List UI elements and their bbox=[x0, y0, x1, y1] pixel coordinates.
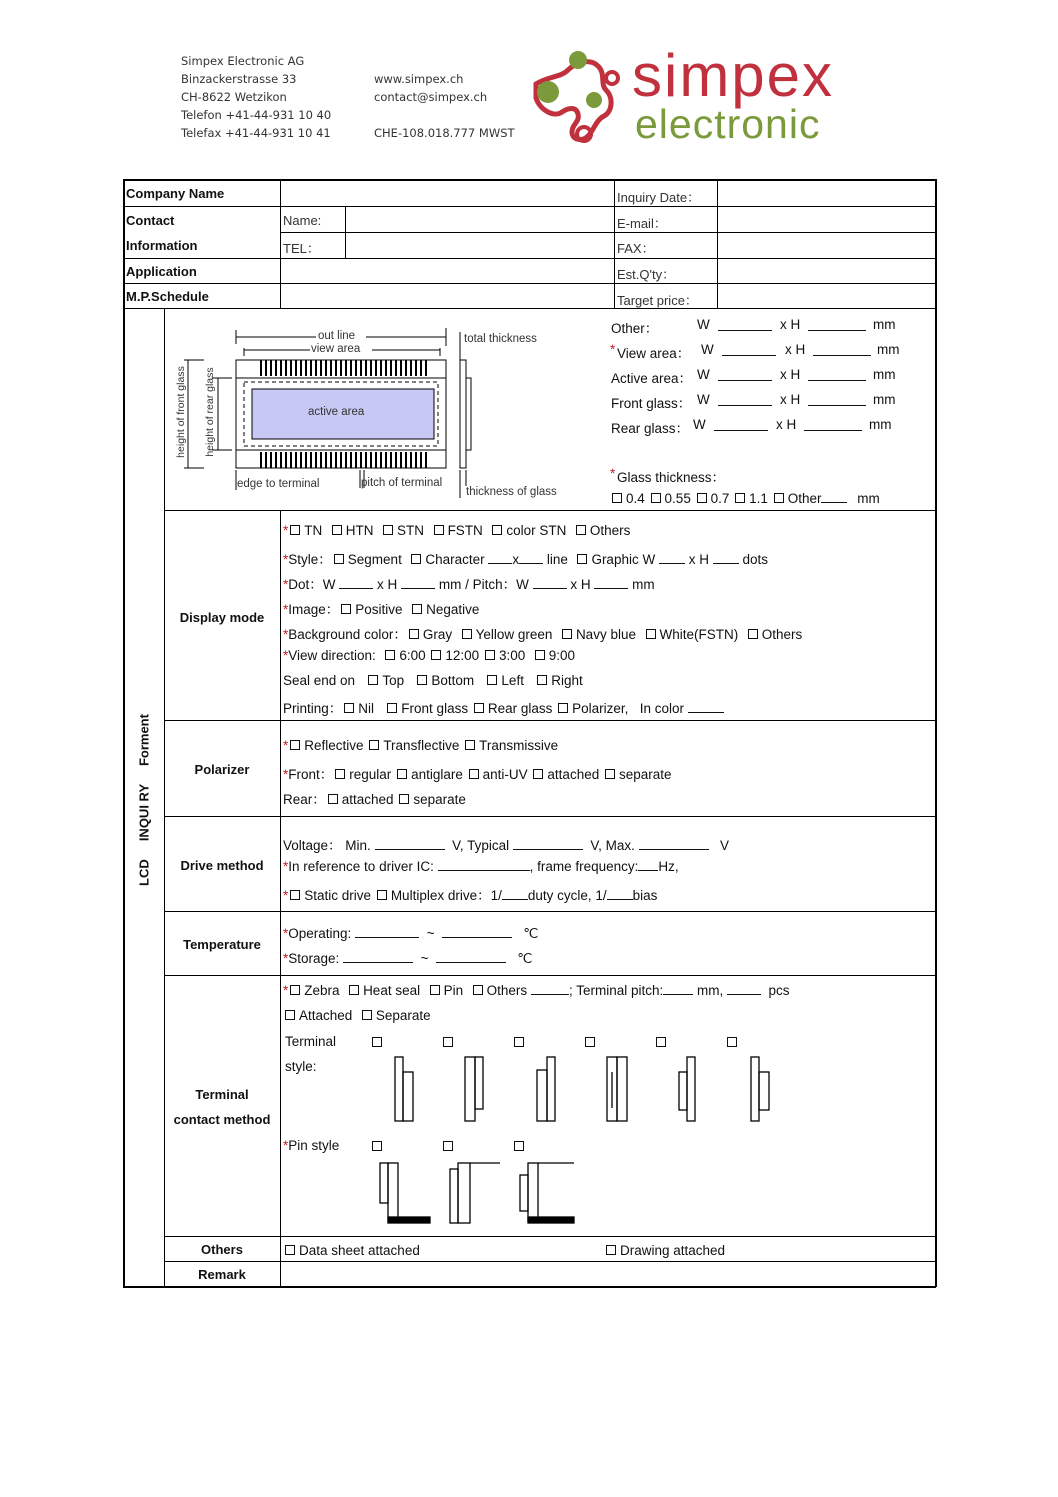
front-mm-label: mm bbox=[873, 392, 896, 407]
character-checkbox[interactable] bbox=[411, 554, 421, 564]
other-h-label: x H bbox=[780, 317, 801, 332]
edge-to-terminal-label: edge to terminal bbox=[237, 478, 320, 490]
thickness-other-field[interactable] bbox=[821, 492, 847, 503]
voltage-typical-field[interactable] bbox=[513, 839, 583, 850]
view-600-label: 6:00 bbox=[399, 648, 426, 663]
frame-frequency-field[interactable] bbox=[638, 860, 658, 871]
storage-unit: ℃ bbox=[517, 951, 533, 966]
thickness-11-checkbox[interactable] bbox=[735, 493, 745, 503]
pitch-of-terminal-label: pitch of terminal bbox=[361, 477, 443, 489]
data-sheet-checkbox[interactable] bbox=[285, 1245, 295, 1255]
thickness-055-checkbox[interactable] bbox=[651, 493, 661, 503]
pin-style-illustrations bbox=[370, 1155, 580, 1227]
view-600-checkbox[interactable] bbox=[385, 650, 395, 660]
terminal-others-label: Others bbox=[486, 983, 528, 998]
front-w-field[interactable] bbox=[718, 395, 772, 406]
terminal-style-2-checkbox[interactable] bbox=[443, 1037, 453, 1047]
operating-label: Operating: bbox=[288, 926, 352, 941]
terminal-type-row: * Zebra Heat seal Pin Others ; Terminal pitch: mm, pcs bbox=[283, 983, 790, 998]
company-contact bbox=[374, 70, 515, 142]
segment-checkbox[interactable] bbox=[334, 554, 344, 564]
logo-wordmark-top: simpex bbox=[632, 42, 835, 109]
navy-blue-label: Navy blue bbox=[575, 627, 636, 642]
positive-label: Positive bbox=[355, 602, 403, 617]
voltage-max-label: V, Max. bbox=[590, 838, 635, 853]
fstn-label: FSTN bbox=[447, 523, 483, 538]
fax-field[interactable] bbox=[719, 233, 933, 257]
image-label: Image： bbox=[288, 602, 340, 617]
graphic-w-field[interactable] bbox=[659, 553, 685, 564]
terminal-style-label: Terminal bbox=[285, 1034, 337, 1049]
thickness-mm-label: mm bbox=[857, 491, 880, 506]
application-field[interactable] bbox=[282, 259, 612, 282]
rear-w-field[interactable] bbox=[714, 420, 768, 431]
mp-schedule-field[interactable] bbox=[282, 284, 612, 307]
pin-style-2-checkbox[interactable] bbox=[443, 1141, 453, 1151]
white-fstn-checkbox[interactable] bbox=[646, 629, 656, 639]
voltage-typical-label: V, Typical bbox=[452, 838, 510, 853]
target-price-field[interactable] bbox=[719, 284, 933, 307]
terminal-style-5-checkbox[interactable] bbox=[656, 1037, 666, 1047]
storage-tilde: ~ bbox=[420, 951, 429, 966]
transflective-checkbox[interactable] bbox=[369, 740, 379, 750]
view-1200-checkbox[interactable] bbox=[431, 650, 441, 660]
thickness-other-checkbox[interactable] bbox=[774, 493, 784, 503]
email-label: E-mail： bbox=[617, 216, 667, 231]
terminal-style-3-checkbox[interactable] bbox=[514, 1037, 524, 1047]
graphic-h-label: x H bbox=[688, 552, 709, 567]
terminal-pitch-mm-label: mm, bbox=[697, 983, 724, 998]
bg-others-checkbox[interactable] bbox=[748, 629, 758, 639]
company-fax: Telefax +41-44-931 10 41 bbox=[181, 126, 331, 140]
driver-ic-label: In reference to driver IC: bbox=[288, 859, 434, 874]
tel-field[interactable] bbox=[347, 233, 612, 257]
other-mm-label: mm bbox=[873, 317, 896, 332]
others-label: Others bbox=[201, 1242, 243, 1257]
driver-ic-row: *In reference to driver IC: , frame frequency: Hz, bbox=[283, 859, 679, 874]
transflective-label: Transflective bbox=[383, 738, 460, 753]
front-polarizer-label: Front： bbox=[288, 767, 334, 782]
tn-checkbox[interactable] bbox=[290, 525, 300, 535]
total-thickness-label: total thickness bbox=[464, 333, 537, 345]
fax-label: FAX： bbox=[617, 241, 655, 256]
frame-frequency-label: , frame frequency: bbox=[529, 859, 639, 874]
seal-left-checkbox[interactable] bbox=[487, 675, 497, 685]
other-w-label: W bbox=[697, 317, 710, 332]
background-row: *Background color： Gray Yellow green Navy blue White(FSTN) Others bbox=[283, 627, 803, 642]
other-h-field[interactable] bbox=[808, 320, 866, 331]
active-area-dim-label: Active area： bbox=[611, 371, 693, 386]
background-label: Background color： bbox=[288, 627, 407, 642]
display-mode-label: Display mode bbox=[179, 610, 265, 625]
drawing-checkbox[interactable] bbox=[606, 1245, 616, 1255]
seal-left-label: Left bbox=[501, 673, 524, 688]
pin-style-label-wrap: *Pin style bbox=[283, 1138, 340, 1153]
pitch-h-field[interactable] bbox=[594, 578, 628, 589]
operating-row: *Operating: ~ ℃ bbox=[283, 926, 539, 941]
print-front-glass-checkbox[interactable] bbox=[387, 703, 397, 713]
operating-tilde: ~ bbox=[426, 926, 435, 941]
terminal-pitch-label: ; Terminal pitch: bbox=[568, 983, 664, 998]
yellow-green-checkbox[interactable] bbox=[462, 629, 472, 639]
terminal-separate-label: Separate bbox=[375, 1008, 431, 1023]
polarizer-label: Polarizer bbox=[194, 762, 250, 777]
seal-end-row bbox=[283, 673, 583, 688]
view-300-label: 3:00 bbox=[498, 648, 526, 663]
terminal-attached-label: Attached bbox=[299, 1008, 353, 1023]
pin-style-label: Pin style bbox=[288, 1138, 340, 1153]
seal-bottom-checkbox[interactable] bbox=[417, 675, 427, 685]
data-sheet-option bbox=[283, 1243, 420, 1258]
target-price-label: Target price： bbox=[617, 293, 698, 308]
graphic-h-field[interactable] bbox=[713, 553, 739, 564]
print-front-glass-label: Front glass bbox=[401, 701, 469, 716]
storage-label: Storage: bbox=[288, 951, 340, 966]
contact-label: Contact bbox=[126, 213, 175, 228]
seal-right-checkbox[interactable] bbox=[537, 675, 547, 685]
glass-thickness-label: Glass thickness： bbox=[617, 470, 726, 485]
tel-label: TEL： bbox=[283, 241, 320, 256]
inquiry-date-label: Inquiry Date： bbox=[617, 190, 701, 205]
front-attached-checkbox[interactable] bbox=[533, 769, 543, 779]
print-nil-label: Nil bbox=[358, 701, 375, 716]
negative-checkbox[interactable] bbox=[412, 604, 422, 614]
bg-others-label: Others bbox=[761, 627, 803, 642]
transmissive-label: Transmissive bbox=[479, 738, 559, 753]
printing-label: Printing： bbox=[283, 701, 343, 716]
rear-attached-label: attached bbox=[341, 792, 394, 807]
operating-unit: ℃ bbox=[523, 926, 539, 941]
logo-wordmark-bottom: electronic bbox=[635, 101, 821, 147]
positive-checkbox[interactable] bbox=[341, 604, 351, 614]
pin-checkbox[interactable] bbox=[430, 985, 440, 995]
anti-uv-label: anti-UV bbox=[482, 767, 528, 782]
view-direction-label: View direction: bbox=[288, 648, 376, 663]
rear-polarizer-label: Rear： bbox=[283, 792, 326, 807]
temperature-label: Temperature bbox=[183, 937, 261, 952]
print-polarizer-label: Polarizer, bbox=[572, 701, 629, 716]
pitch-h-label: x H bbox=[570, 577, 591, 592]
reflective-label: Reflective bbox=[304, 738, 364, 753]
storage-max-field[interactable] bbox=[436, 952, 506, 963]
terminal-others-field[interactable] bbox=[531, 984, 569, 995]
polarizer-rear-row bbox=[283, 788, 466, 808]
style-label: Style： bbox=[288, 552, 332, 567]
multiplex-drive-label: Multiplex drive：1/ bbox=[390, 888, 502, 903]
front-attached-label: attached bbox=[547, 767, 600, 782]
view-1200-label: 12:00 bbox=[445, 648, 480, 663]
printing-row bbox=[283, 697, 724, 717]
active-w-label: W bbox=[697, 367, 710, 382]
graphic-w-label: Graphic W bbox=[591, 552, 656, 567]
viewarea-label: view area bbox=[311, 343, 361, 355]
other-dim-label: Other： bbox=[611, 321, 659, 336]
stn-label: STN bbox=[397, 523, 425, 538]
drive-type-row: * Static drive Multiplex drive：1/ duty cycle, 1/ bias bbox=[283, 888, 658, 903]
active-mm-label: mm bbox=[873, 367, 896, 382]
rear-h-field[interactable] bbox=[804, 420, 862, 431]
tn-label: TN bbox=[304, 523, 323, 538]
zebra-checkbox[interactable] bbox=[290, 985, 300, 995]
est-qty-label: Est.Q'ty： bbox=[617, 267, 676, 282]
height-rear-glass-label: height of rear glass bbox=[204, 367, 216, 457]
rear-glass-dim-label: Rear glass： bbox=[611, 421, 690, 436]
pin-label: Pin bbox=[443, 983, 464, 998]
terminal-style-label-2: style: bbox=[285, 1059, 317, 1074]
polarizer-front-row: *Front： regular antiglare anti-UV attached separate bbox=[283, 767, 672, 782]
duty-cycle-label: duty cycle, 1/ bbox=[527, 888, 607, 903]
contact-name-field[interactable] bbox=[347, 207, 612, 231]
antiglare-label: antiglare bbox=[411, 767, 463, 782]
bias-field[interactable] bbox=[607, 889, 633, 900]
pin-style-3-checkbox[interactable] bbox=[514, 1141, 524, 1151]
terminal-style-6-checkbox[interactable] bbox=[727, 1037, 737, 1047]
seal-top-checkbox[interactable] bbox=[368, 675, 378, 685]
terminal-style-illustrations bbox=[385, 1052, 785, 1124]
image-row: *Image： Positive Negative bbox=[283, 602, 480, 617]
storage-row: *Storage: ~ ℃ bbox=[283, 951, 533, 966]
display-others-checkbox[interactable] bbox=[576, 525, 586, 535]
dot-w-label: Dot：W bbox=[288, 577, 336, 592]
character-x-label: x bbox=[512, 552, 520, 567]
terminal-pitch-field[interactable] bbox=[663, 984, 693, 995]
view-w-field[interactable] bbox=[722, 345, 776, 356]
glass-thickness-required-mark: * bbox=[610, 466, 616, 481]
gray-label: Gray bbox=[422, 627, 453, 642]
fstn-checkbox[interactable] bbox=[434, 525, 444, 535]
thickness-07-label: 0.7 bbox=[710, 491, 730, 506]
information-label: Information bbox=[126, 238, 198, 253]
est-qty-field[interactable] bbox=[719, 259, 933, 282]
thickness-04-label: 0.4 bbox=[626, 491, 645, 506]
white-fstn-label: White(FSTN) bbox=[659, 627, 739, 642]
htn-label: HTN bbox=[345, 523, 374, 538]
bias-label: bias bbox=[632, 888, 658, 903]
view-direction-row: *View direction: 6:00 12:00 3:00 9:00 bbox=[283, 648, 576, 663]
drawing-label: Drawing attached bbox=[620, 1243, 726, 1258]
terminal-attached-checkbox[interactable] bbox=[285, 1010, 295, 1020]
company-city: CH-8622 Wetzikon bbox=[181, 90, 287, 104]
view-area-dim-label: View area： bbox=[617, 346, 691, 361]
glass-thickness-options bbox=[610, 491, 880, 506]
front-h-field[interactable] bbox=[808, 395, 866, 406]
terminal-others-checkbox[interactable] bbox=[473, 985, 483, 995]
regular-checkbox[interactable] bbox=[335, 769, 345, 779]
company-vat: CHE-108.018.777 MWST bbox=[374, 126, 515, 140]
view-area-required-mark: * bbox=[610, 342, 616, 357]
view-300-checkbox[interactable] bbox=[485, 650, 495, 660]
application-label: Application bbox=[126, 264, 197, 279]
view-900-label: 9:00 bbox=[548, 648, 576, 663]
color-stn-label: color STN bbox=[506, 523, 567, 538]
display-type-row: * TN HTN STN FSTN color STN Others bbox=[283, 523, 631, 538]
active-h-field[interactable] bbox=[808, 370, 866, 381]
pin-style-1-checkbox[interactable] bbox=[372, 1141, 382, 1151]
terminal-attach-row bbox=[283, 1008, 431, 1023]
navy-blue-checkbox[interactable] bbox=[562, 629, 572, 639]
style-row: *Style： Segment Character x line Graphic W x H dots bbox=[283, 552, 769, 567]
terminal-pcs-field[interactable] bbox=[727, 984, 761, 995]
segment-label: Segment bbox=[347, 552, 402, 567]
thickness-11-label: 1.1 bbox=[749, 491, 768, 506]
height-front-glass-label: height of front glass bbox=[175, 366, 187, 458]
pitch-w-field[interactable] bbox=[533, 578, 567, 589]
static-drive-label: Static drive bbox=[304, 888, 372, 903]
active-h-label: x H bbox=[780, 367, 801, 382]
voltage-unit-label: V bbox=[719, 838, 729, 853]
color-stn-checkbox[interactable] bbox=[492, 525, 502, 535]
dots-label: dots bbox=[742, 552, 769, 567]
character-label: Character bbox=[425, 552, 485, 567]
transmissive-checkbox[interactable] bbox=[465, 740, 475, 750]
rear-attached-checkbox[interactable] bbox=[328, 794, 338, 804]
active-w-field[interactable] bbox=[718, 370, 772, 381]
anti-uv-checkbox[interactable] bbox=[469, 769, 479, 779]
rear-w-label: W bbox=[693, 417, 706, 432]
in-color-field[interactable] bbox=[688, 702, 724, 713]
other-w-field[interactable] bbox=[718, 320, 772, 331]
line-label: line bbox=[546, 552, 568, 567]
data-sheet-label: Data sheet attached bbox=[299, 1243, 420, 1258]
company-street: Binzackerstrasse 33 bbox=[181, 72, 297, 86]
dot-h-field[interactable] bbox=[401, 578, 435, 589]
lcd-inquiry-side-label: LCD INQUI RY Forment bbox=[136, 714, 152, 886]
stn-checkbox[interactable] bbox=[383, 525, 393, 535]
company-phone: Telefon +41-44-931 10 40 bbox=[181, 108, 332, 122]
antiglare-checkbox[interactable] bbox=[397, 769, 407, 779]
character-lines-field[interactable] bbox=[519, 553, 543, 564]
seal-right-label: Right bbox=[551, 673, 583, 688]
view-w-label: W bbox=[701, 342, 714, 357]
thickness-055-label: 0.55 bbox=[664, 491, 691, 506]
negative-label: Negative bbox=[426, 602, 480, 617]
heat-seal-label: Heat seal bbox=[363, 983, 421, 998]
htn-checkbox[interactable] bbox=[332, 525, 342, 535]
graphic-checkbox[interactable] bbox=[577, 554, 587, 564]
character-cols-field[interactable] bbox=[488, 553, 512, 564]
driver-ic-field[interactable] bbox=[438, 860, 530, 871]
drawing-option bbox=[604, 1243, 725, 1258]
view-mm-label: mm bbox=[877, 342, 900, 357]
inquiry-date-field[interactable] bbox=[719, 181, 933, 205]
email-field[interactable] bbox=[719, 207, 933, 231]
print-rear-glass-checkbox[interactable] bbox=[474, 703, 484, 713]
seal-top-label: Top bbox=[382, 673, 405, 688]
dot-w-field[interactable] bbox=[339, 578, 373, 589]
front-glass-dim-label: Front glass： bbox=[611, 396, 692, 411]
company-email: contact@simpex.ch bbox=[374, 90, 488, 104]
print-nil-checkbox[interactable] bbox=[344, 703, 354, 713]
print-polarizer-checkbox[interactable] bbox=[558, 703, 568, 713]
voltage-min-label: Voltage： Min. bbox=[283, 838, 371, 853]
seal-end-label: Seal end on bbox=[283, 673, 356, 688]
pitch-mm-label: mm bbox=[632, 577, 655, 592]
company-name-label: Company Name bbox=[126, 186, 225, 201]
rear-mm-label: mm bbox=[869, 417, 892, 432]
storage-min-field[interactable] bbox=[343, 952, 413, 963]
voltage-min-field[interactable] bbox=[375, 839, 445, 850]
remark-label: Remark bbox=[198, 1267, 246, 1282]
rear-h-label: x H bbox=[776, 417, 797, 432]
thickness-04-checkbox[interactable] bbox=[612, 493, 622, 503]
terminal-label: Terminal bbox=[195, 1087, 249, 1102]
hz-label: Hz, bbox=[658, 859, 679, 874]
duty-field[interactable] bbox=[502, 889, 528, 900]
name-label: Name: bbox=[283, 213, 322, 228]
print-rear-glass-label: Rear glass bbox=[487, 701, 553, 716]
company-name-field[interactable] bbox=[282, 181, 612, 205]
simpex-logo-icon bbox=[528, 48, 626, 146]
dot-row: *Dot：W x H mm / Pitch：W x H mm bbox=[283, 577, 655, 592]
yellow-green-label: Yellow green bbox=[475, 627, 553, 642]
terminal-pcs-label: pcs bbox=[768, 983, 790, 998]
polarizer-mode-row: * Reflective Transflective Transmissive bbox=[283, 738, 559, 753]
regular-label: regular bbox=[349, 767, 392, 782]
pitch-w-label: mm / Pitch：W bbox=[438, 577, 529, 592]
voltage-max-field[interactable] bbox=[639, 839, 709, 850]
company-web: www.simpex.ch bbox=[374, 72, 464, 86]
zebra-label: Zebra bbox=[304, 983, 340, 998]
thickness-07-checkbox[interactable] bbox=[697, 493, 707, 503]
front-separate-checkbox[interactable] bbox=[605, 769, 615, 779]
drive-method-label: Drive method bbox=[180, 858, 264, 873]
thickness-other-label: Other bbox=[787, 491, 822, 506]
dot-h-label: x H bbox=[377, 577, 398, 592]
display-others-label: Others bbox=[589, 523, 631, 538]
front-separate-label: separate bbox=[618, 767, 672, 782]
company-address bbox=[181, 52, 331, 142]
thickness-of-glass-label: thickness of glass bbox=[466, 486, 557, 498]
static-drive-checkbox[interactable] bbox=[290, 890, 300, 900]
operating-min-field[interactable] bbox=[355, 927, 419, 938]
company-name: Simpex Electronic AG bbox=[181, 54, 305, 68]
reflective-checkbox[interactable] bbox=[290, 740, 300, 750]
operating-max-field[interactable] bbox=[442, 927, 512, 938]
terminal-separate-checkbox[interactable] bbox=[362, 1010, 372, 1020]
seal-bottom-label: Bottom bbox=[431, 673, 475, 688]
active-area-label: active area bbox=[308, 406, 365, 418]
heat-seal-checkbox[interactable] bbox=[349, 985, 359, 995]
view-h-field[interactable] bbox=[813, 345, 871, 356]
terminal-style-1-checkbox[interactable] bbox=[372, 1037, 382, 1047]
terminal-style-4-checkbox[interactable] bbox=[585, 1037, 595, 1047]
view-h-label: x H bbox=[785, 342, 806, 357]
contact-method-label: contact method bbox=[173, 1112, 271, 1127]
voltage-row bbox=[283, 834, 729, 854]
front-w-label: W bbox=[697, 392, 710, 407]
mp-schedule-label: M.P.Schedule bbox=[126, 289, 209, 304]
outline-label: out line bbox=[318, 330, 356, 342]
front-h-label: x H bbox=[780, 392, 801, 407]
multiplex-drive-checkbox[interactable] bbox=[377, 890, 387, 900]
rear-separate-checkbox[interactable] bbox=[399, 794, 409, 804]
rear-separate-label: separate bbox=[413, 792, 466, 807]
in-color-label: In color bbox=[639, 701, 684, 716]
gray-checkbox[interactable] bbox=[409, 629, 419, 639]
remark-field[interactable] bbox=[282, 1263, 934, 1285]
view-900-checkbox[interactable] bbox=[535, 650, 545, 660]
